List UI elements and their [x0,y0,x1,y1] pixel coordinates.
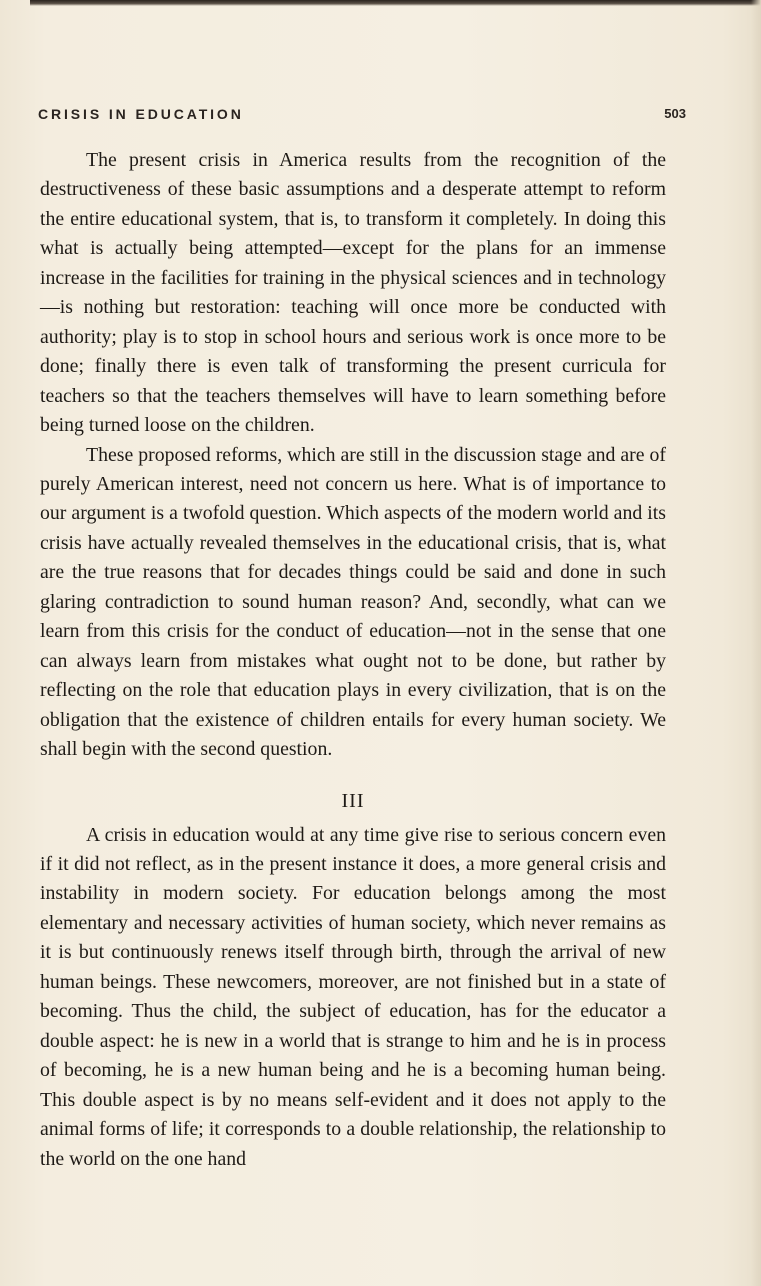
body-text [40,146,666,1174]
page-right-edge [751,0,761,1286]
running-head [36,103,686,129]
paragraph: A crisis in education would at any time give rise to serious concern even if it did not reflect, as in the present instance it does, a more general crisis and instability in modern society. For education belongs among the most elementary and necessary activities of human society, which never remains as it is but continuously renews itself through birth, through the arrival of new human beings. These newcomers, moreover, are not finished but in a state of becoming. Thus the child, the subject of education, has for the educator a double aspect: he is new in a world that is strange to him and he is in process of becoming, he is a new human being and he is a becoming human being. This double aspect is by no means self-evident and it does not apply to the animal forms of life; it corresponds to a double relationship, the relationship to the world on the one hand [40,823,666,1170]
page-number: 503 [664,106,686,121]
section-heading: III [341,789,365,812]
paragraph: The present crisis in America results from the recognition of the destructiveness of these basic assumptions and a desperate attempt to reform the entire educational system, that is, to transform it completely. In doing this what is actually being attempted—except for the plans for an immense increase in the facilities for training in the physical sciences and in technology—is nothing but restoration: teaching will once more be conducted with authority; play is to stop in school hours and serious work is once more to be done; finally there is even talk of transforming the present curricula for teachers so that the teachers themselves will have to learn something before being turned loose on the children. [40,149,666,437]
paragraph: These proposed reforms, which are still in the discussion stage and are of purely American interest, need not concern us here. What is of importance to our argument is a twofold question. Which aspects of the modern world and its crisis have actually revealed themselves in the educational crisis, that is, what are the true reasons that for decades things could be said and done in such glaring contradiction to sound human reason? And, secondly, what can we learn from this crisis for the conduct of education—not in the sense that one can always learn from mistakes what ought not to be done, but rather by reflecting on the role that education plays in every civilization, that is on the obligation that the existence of children entails for every human society. We shall begin with the second question. [40,443,666,761]
running-head-title: CRISIS IN EDUCATION [38,106,244,122]
page-top-edge [30,0,761,6]
